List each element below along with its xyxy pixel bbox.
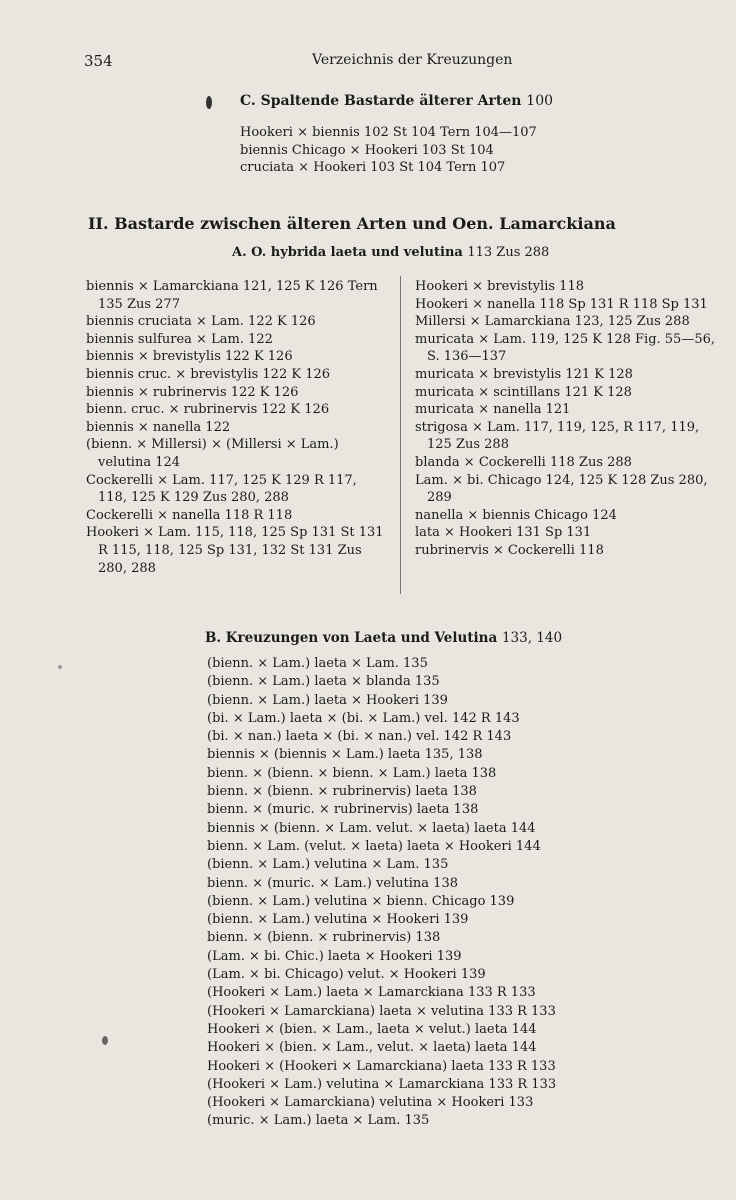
list-item: Lam. × bi. Chicago 124, 125 K 128 Zus 280, 289 [415, 472, 708, 506]
list-item: bienn. × (muric. × rubrinervis) laeta 138 [207, 802, 479, 818]
list-item: biennis sulfurea × Lam. 122 [86, 331, 273, 347]
list-item: Cockerelli × nanella 118 R 118 [86, 507, 293, 523]
list-item: Hookeri × biennis 102 St 104 Tern 104—107 [240, 125, 537, 140]
list-item: bienn. × Lam. (velut. × laeta) laeta × Hookeri 144 [207, 838, 541, 854]
list-item: biennis × brevistylis 122 K 126 [86, 349, 293, 365]
subsection-b-list [207, 655, 707, 1131]
ink-speck-mark [58, 665, 62, 669]
list-item: Cockerelli × Lam. 117, 125 K 129 R 117, 118, 125 K 129 Zus 280, 288 [86, 472, 357, 506]
running-head [84, 52, 684, 72]
list-item: bienn. cruc. × rubrinervis 122 K 126 [86, 402, 330, 418]
list-item: muricata × Lam. 119, 125 K 128 Fig. 55—56, S. 136—137 [415, 331, 716, 365]
list-item: (bienn. × Millersi) × (Millersi × Lam.) velutina 124 [86, 437, 339, 470]
list-item: (Lam. × bi. Chicago) velut. × Hookeri 139 [207, 967, 486, 983]
list-item: muricata × nanella 121 [415, 402, 571, 418]
list-item: biennis cruciata × Lam. 122 K 126 [86, 314, 316, 330]
list-item: biennis × (biennis × Lam.) laeta 135, 138 [207, 747, 483, 763]
list-item: rubrinervis × Cockerelli 118 [415, 542, 604, 558]
list-item: nanella × biennis Chicago 124 [415, 507, 617, 523]
subsection-b-heading-ref: 133, 140 [501, 630, 563, 646]
list-item: (bienn. × Lam.) velutina × Hookeri 139 [207, 912, 469, 928]
list-item: strigosa × Lam. 117, 119, 125, R 117, 119, 125 Zus 288 [415, 419, 700, 453]
list-item: Hookeri × (bien. × Lam., velut. × laeta) laeta 144 [207, 1040, 537, 1056]
list-item: (bienn. × Lam.) laeta × Hookeri 139 [207, 692, 448, 708]
page-number: 354 [84, 52, 113, 70]
list-item: biennis cruc. × brevistylis 122 K 126 [86, 366, 331, 382]
list-item: (bienn. × Lam.) velutina × bienn. Chicago 139 [207, 893, 515, 909]
list-item: bienn. × (muric. × Lam.) velutina 138 [207, 875, 458, 891]
list-item: Hookeri × (bien. × Lam., laeta × velut.) laeta 144 [207, 1021, 537, 1037]
list-item: (bienn. × Lam.) laeta × blanda 135 [207, 674, 440, 690]
section-c-heading-ref: 100 [526, 93, 554, 109]
list-item: (bi. × Lam.) laeta × (bi. × Lam.) vel. 142 R 143 [207, 710, 520, 726]
list-item: muricata × scintillans 121 K 128 [415, 384, 632, 400]
list-item: muricata × brevistylis 121 K 128 [415, 366, 633, 382]
list-item: Hookeri × brevistylis 118 [415, 279, 584, 294]
list-item: bienn. × (bienn. × rubrinervis) 138 [207, 930, 441, 946]
list-item: (bi. × nan.) laeta × (bi. × nan.) vel. 142 R 143 [207, 729, 512, 745]
list-item: biennis × rubrinervis 122 K 126 [86, 384, 299, 400]
section-c-heading: C. Spaltende Bastarde älterer Arten 100 [240, 93, 554, 109]
list-item: Hookeri × nanella 118 Sp 131 R 118 Sp 131 [415, 296, 708, 312]
list-item: (Lam. × bi. Chic.) laeta × Hookeri 139 [207, 948, 462, 964]
column-divider [400, 276, 401, 594]
list-item: (Hookeri × Lam.) laeta × Lamarckiana 133 R 133 [207, 985, 536, 1001]
subsection-a-right-column [415, 278, 715, 560]
subsection-a-heading-ref: 113 Zus 288 [467, 245, 550, 260]
list-item: (Hookeri × Lam.) velutina × Lamarckiana 133 R 133 [207, 1076, 557, 1092]
section-ii-heading: II. Bastarde zwischen älteren Arten und Oen. Lamarckiana [88, 214, 616, 233]
ink-dot-mark [206, 96, 212, 109]
list-item: (Hookeri × Lamarckiana) velutina × Hookeri 133 [207, 1095, 534, 1111]
list-item: (bienn. × Lam.) velutina × Lam. 135 [207, 857, 449, 873]
list-item: biennis × Lamarckiana 121, 125 K 126 Tern 135 Zus 277 [86, 279, 378, 312]
list-item: (muric. × Lam.) laeta × Lam. 135 [207, 1113, 430, 1129]
subsection-b-heading: B. Kreuzungen von Laeta und Velutina 133, 140 [205, 630, 563, 646]
list-item: (Hookeri × Lamarckiana) laeta × velutina 133 R 133 [207, 1003, 556, 1019]
list-item: lata × Hookeri 131 Sp 131 [415, 525, 592, 541]
subsection-a-left-column [86, 278, 388, 577]
list-item: biennis × nanella 122 [86, 419, 231, 435]
list-item: bienn. × (bienn. × bienn. × Lam.) laeta 138 [207, 765, 497, 781]
ink-speck-mark [102, 1036, 108, 1045]
section-c-list [240, 124, 680, 177]
running-title: Verzeichnis der Kreuzungen [312, 52, 513, 68]
list-item: Millersi × Lamarckiana 123, 125 Zus 288 [415, 314, 690, 330]
list-item: Hookeri × Lam. 115, 118, 125 Sp 131 St 131 R 115, 118, 125 Sp 131, 132 St 131 Zus 280, 288 [86, 525, 384, 576]
list-item: blanda × Cockerelli 118 Zus 288 [415, 454, 632, 470]
list-item: biennis × (bienn. × Lam. velut. × laeta) laeta 144 [207, 820, 536, 836]
list-item: Hookeri × (Hookeri × Lamarckiana) laeta 133 R 133 [207, 1058, 556, 1074]
list-item: biennis Chicago × Hookeri 103 St 104 [240, 142, 494, 158]
subsection-a-heading: A. O. hybrida laeta und velutina 113 Zus 288 [232, 245, 550, 260]
list-item: cruciata × Hookeri 103 St 104 Tern 107 [240, 160, 506, 176]
list-item: (bienn. × Lam.) laeta × Lam. 135 [207, 656, 428, 671]
list-item: bienn. × (bienn. × rubrinervis) laeta 138 [207, 784, 477, 800]
